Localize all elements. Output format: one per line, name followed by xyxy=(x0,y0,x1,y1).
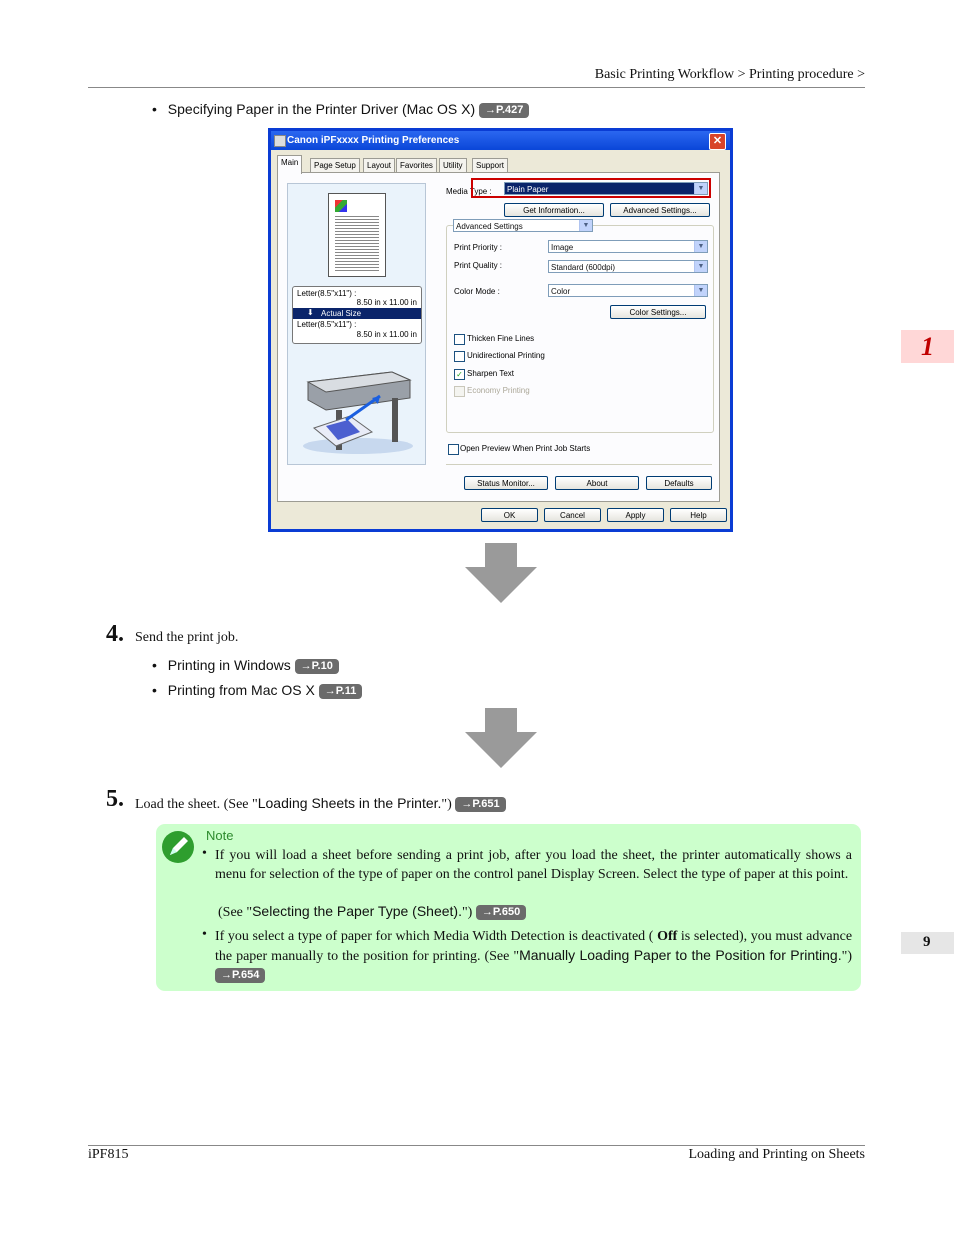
step-5-text xyxy=(135,795,506,813)
thicken-fine-lines-checkbox[interactable] xyxy=(454,334,465,345)
note-item-2-link[interactable]: Manually Loading Paper to the Position for Printing. xyxy=(519,947,842,963)
print-quality-label: Print Quality : xyxy=(454,261,503,270)
printer-illustration xyxy=(296,354,420,458)
page-ref-badge[interactable]: →P.10 xyxy=(295,659,339,674)
close-icon[interactable]: ✕ xyxy=(709,133,726,150)
print-quality-value: Standard (600dpi) xyxy=(551,263,616,272)
unidirectional-printing-label: Unidirectional Printing xyxy=(467,351,545,360)
dialog-body xyxy=(271,150,730,529)
paper-info-box xyxy=(292,286,422,344)
note-item-2-bold: Off xyxy=(657,929,678,944)
tab-layout[interactable]: Layout xyxy=(363,158,395,173)
chevron-down-icon[interactable]: ▼ xyxy=(579,220,592,231)
note-box xyxy=(156,824,861,991)
note-item-2 xyxy=(215,927,852,985)
chapter-tab[interactable] xyxy=(901,330,954,363)
tab-page-setup[interactable]: Page Setup xyxy=(310,158,360,173)
page-number: 9 xyxy=(923,934,931,950)
note-item-1 xyxy=(215,846,852,884)
print-priority-value: Image xyxy=(551,243,574,252)
page-ref-badge[interactable]: →P.11 xyxy=(319,684,363,699)
color-settings-button[interactable]: Color Settings... xyxy=(610,305,706,319)
dialog-title-bar xyxy=(271,131,730,150)
print-quality-select[interactable] xyxy=(548,260,708,273)
tab-favorites[interactable]: Favorites xyxy=(396,158,437,173)
unidirectional-printing-checkbox[interactable] xyxy=(454,351,465,362)
page-ref-badge[interactable]: →P.654 xyxy=(215,968,265,983)
paper-info-2: Letter(8.5"x11") : xyxy=(297,320,357,329)
note-item-1-text: If you will load a sheet before sending a print job, after you load the sheet, the printer automatically shows a menu for selection of the type of paper on the control panel Display Screen. Select the type of paper at this point. xyxy=(215,848,852,882)
step-4-number: 4. xyxy=(106,621,124,647)
media-type-select[interactable] xyxy=(504,182,708,195)
bullet-text: Printing in Windows xyxy=(167,657,291,673)
step-4-text: Send the print job. xyxy=(135,630,239,645)
sharpen-text-label: Sharpen Text xyxy=(467,369,514,378)
preview-text-lines xyxy=(335,216,379,272)
note-item-1-see xyxy=(218,903,526,921)
open-preview-label: Open Preview When Print Job Starts xyxy=(460,444,591,453)
help-button[interactable]: Help xyxy=(670,508,727,522)
footer-rule xyxy=(88,1145,865,1146)
chevron-down-icon[interactable]: ▼ xyxy=(694,183,707,194)
bullet-windows xyxy=(152,657,339,674)
printing-preferences-dialog xyxy=(268,128,733,532)
actual-size-label: Actual Size xyxy=(321,309,362,318)
note-item-1-see-suffix: ") xyxy=(461,905,473,920)
bullet-text: Specifying Paper in the Printer Driver (Mac OS X) xyxy=(167,101,476,117)
cancel-button[interactable]: Cancel xyxy=(544,508,601,522)
get-information-button[interactable]: Get Information... xyxy=(504,203,604,217)
flow-arrow-down-icon xyxy=(465,543,537,603)
status-monitor-button[interactable]: Status Monitor... xyxy=(464,476,548,490)
paper-size-2: 8.50 in x 11.00 in xyxy=(356,330,417,339)
chevron-down-icon[interactable]: ▼ xyxy=(694,285,707,296)
note-item-2-a: If you select a type of paper for which Media Width Detection is deactivated ( xyxy=(215,929,654,944)
settings-mode-value: Advanced Settings xyxy=(456,222,523,231)
open-preview-checkbox[interactable] xyxy=(448,444,459,455)
step-5-prefix: Load the sheet. (See " xyxy=(135,797,258,812)
tab-main[interactable]: Main xyxy=(277,155,302,174)
note-item-2-b: is selected), you must advance the paper manually to the position for printing. (See " xyxy=(215,929,853,964)
panel-divider xyxy=(446,464,712,465)
flow-arrow-down-icon xyxy=(465,708,537,768)
page-preview xyxy=(328,193,386,277)
advanced-settings-button[interactable]: Advanced Settings... xyxy=(610,203,710,217)
step-5-number: 5. xyxy=(106,786,124,812)
tab-support[interactable]: Support xyxy=(472,158,508,173)
step-5-link[interactable]: Loading Sheets in the Printer. xyxy=(257,795,442,811)
breadcrumb: Basic Printing Workflow > Printing procedure > xyxy=(594,67,865,82)
tab-utility[interactable]: Utility xyxy=(439,158,467,173)
print-priority-select[interactable] xyxy=(548,240,708,253)
actual-size-row xyxy=(293,308,421,319)
footer-right: Loading and Printing on Sheets xyxy=(688,1147,865,1162)
bullet-text: Printing from Mac OS X xyxy=(167,682,315,698)
page-ref-badge[interactable]: →P.650 xyxy=(476,905,526,920)
color-mode-label: Color Mode : xyxy=(454,287,500,296)
chevron-down-icon[interactable]: ▼ xyxy=(694,241,707,252)
bullet-mac xyxy=(152,682,362,699)
note-bullet-2: • xyxy=(202,927,207,942)
color-mode-value: Color xyxy=(551,287,571,296)
page-tab xyxy=(901,932,954,954)
header-rule xyxy=(88,87,865,88)
note-bullet-1: • xyxy=(202,846,207,861)
settings-group xyxy=(446,225,714,433)
main-tab-panel xyxy=(277,172,720,502)
print-priority-label: Print Priority : xyxy=(454,243,503,252)
printer-icon xyxy=(274,135,286,147)
footer-left: iPF815 xyxy=(88,1147,129,1162)
sharpen-text-checkbox[interactable]: ✓ xyxy=(454,369,465,380)
page-ref-badge[interactable]: →P.427 xyxy=(479,103,529,118)
note-title: Note xyxy=(206,828,234,843)
chevron-down-icon[interactable]: ▼ xyxy=(694,261,707,272)
preview-image-icon xyxy=(335,200,347,212)
note-pencil-icon xyxy=(162,831,194,863)
step-5-suffix: ") xyxy=(441,797,452,812)
down-arrow-icon: ⬇ xyxy=(307,308,314,317)
note-item-1-link[interactable]: Selecting the Paper Type (Sheet). xyxy=(252,903,462,919)
ok-button[interactable]: OK xyxy=(481,508,538,522)
about-button[interactable]: About xyxy=(555,476,639,490)
note-item-2-c: ") xyxy=(841,949,852,964)
paper-info-1: Letter(8.5"x11") : xyxy=(297,289,357,298)
bullet-mac-paper xyxy=(152,101,529,118)
media-type-value: Plain Paper xyxy=(507,185,549,194)
page-ref-badge[interactable]: →P.651 xyxy=(455,797,505,812)
dialog-title: Canon iPFxxxx Printing Preferences xyxy=(287,135,460,146)
economy-printing-checkbox xyxy=(454,386,465,397)
thicken-fine-lines-label: Thicken Fine Lines xyxy=(467,334,535,343)
apply-button[interactable]: Apply xyxy=(607,508,664,522)
economy-printing-label: Economy Printing xyxy=(467,386,530,395)
media-type-label: Media Type : xyxy=(446,187,492,196)
preview-area xyxy=(287,183,426,465)
color-mode-select[interactable] xyxy=(548,284,708,297)
settings-mode-select[interactable] xyxy=(453,219,593,232)
note-item-1-see-prefix: (See " xyxy=(218,905,253,920)
chapter-number: 1 xyxy=(921,332,934,361)
defaults-button[interactable]: Defaults xyxy=(646,476,712,490)
paper-size-1: 8.50 in x 11.00 in xyxy=(356,298,417,307)
